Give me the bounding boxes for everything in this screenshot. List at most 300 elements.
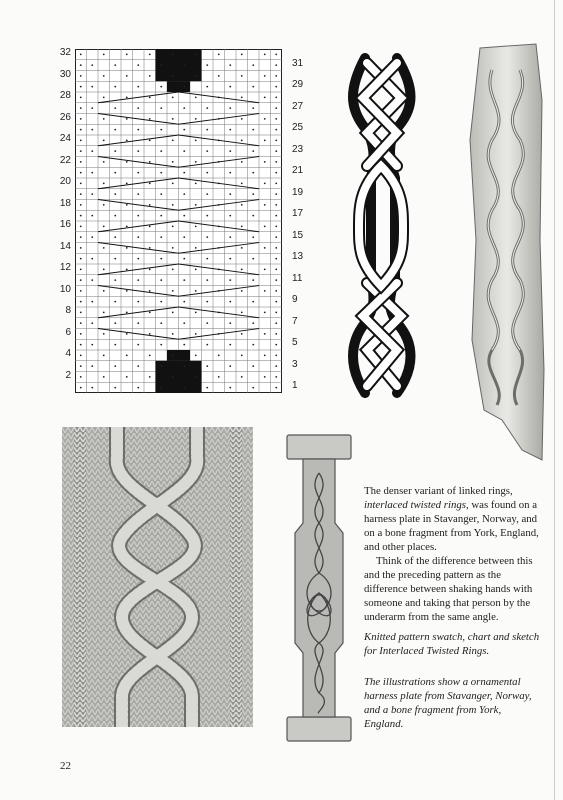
chart-purl-dot <box>114 64 116 66</box>
chart-purl-dot <box>275 64 277 66</box>
chart-purl-dot <box>195 139 197 141</box>
chart-purl-dot <box>195 225 197 227</box>
chart-purl-dot <box>172 354 174 356</box>
chart-row-number: 10 <box>59 283 71 295</box>
chart-purl-dot <box>149 96 151 98</box>
paragraph-1-start: The denser variant of linked rings, <box>364 485 513 497</box>
chart-purl-dot <box>160 344 162 346</box>
chart-purl-dot <box>103 96 105 98</box>
chart-purl-dot <box>241 53 243 55</box>
chart-purl-dot <box>264 376 266 378</box>
body-text <box>364 484 542 624</box>
chart-purl-dot <box>80 279 82 281</box>
chart-purl-dot <box>80 215 82 217</box>
chart-purl-dot <box>275 182 277 184</box>
chart-purl-dot <box>80 333 82 335</box>
chart-purl-dot <box>160 279 162 281</box>
chart-purl-dot <box>126 333 128 335</box>
chart-purl-dot <box>160 365 162 367</box>
chart-purl-dot <box>160 150 162 152</box>
chart-purl-dot <box>91 236 93 238</box>
chart-purl-dot <box>137 301 139 303</box>
chart-purl-dot <box>241 139 243 141</box>
chart-purl-dot <box>80 107 82 109</box>
chart-purl-dot <box>137 107 139 109</box>
chart-purl-dot <box>137 129 139 131</box>
chart-purl-dot <box>80 247 82 249</box>
chart-purl-dot <box>114 193 116 195</box>
chart-purl-dot <box>229 322 231 324</box>
bone-fragment-sketch <box>462 40 550 466</box>
chart-purl-dot <box>252 279 254 281</box>
chart-purl-dot <box>275 365 277 367</box>
chart-purl-dot <box>172 118 174 120</box>
chart-purl-dot <box>275 215 277 217</box>
swatch-rib-left <box>74 427 86 727</box>
chart-purl-dot <box>80 365 82 367</box>
chart-purl-dot <box>183 258 185 260</box>
chart-purl-dot <box>275 53 277 55</box>
chart-row-number: 20 <box>59 176 71 187</box>
chart-purl-dot <box>149 333 151 335</box>
chart-purl-dot <box>241 354 243 356</box>
chart-purl-dot <box>252 258 254 260</box>
chart-purl-dot <box>80 150 82 152</box>
chart-purl-dot <box>114 365 116 367</box>
chart-purl-dot <box>149 311 151 313</box>
chart-purl-dot <box>195 96 197 98</box>
chart-purl-dot <box>183 129 185 131</box>
chart-row-number: 3 <box>292 358 298 370</box>
chart-purl-dot <box>91 107 93 109</box>
chart-purl-dot <box>114 387 116 389</box>
chart-purl-dot <box>275 258 277 260</box>
plate-top-cap <box>287 435 351 459</box>
knitting-chart <box>75 49 282 393</box>
chart-purl-dot <box>183 150 185 152</box>
chart-purl-dot <box>160 387 162 389</box>
chart-purl-dot <box>126 354 128 356</box>
chart-purl-dot <box>218 75 220 77</box>
chart-purl-dot <box>275 311 277 313</box>
chart-purl-dot <box>172 53 174 55</box>
chart-row-number: 2 <box>65 369 71 381</box>
chart-purl-dot <box>241 75 243 77</box>
chart-purl-dot <box>275 107 277 109</box>
chart-purl-dot <box>114 301 116 303</box>
chart-purl-dot <box>275 118 277 120</box>
chart-row-number: 8 <box>65 305 71 316</box>
chart-purl-dot <box>172 333 174 335</box>
chart-purl-dot <box>206 215 208 217</box>
chart-purl-dot <box>137 322 139 324</box>
page-number: 22 <box>60 760 71 772</box>
chart-purl-dot <box>206 279 208 281</box>
chart-purl-dot <box>195 118 197 120</box>
chart-purl-dot <box>183 387 185 389</box>
chart-purl-dot <box>137 344 139 346</box>
chart-purl-dot <box>149 354 151 356</box>
chart-purl-dot <box>126 182 128 184</box>
chart-purl-dot <box>91 86 93 88</box>
chart-purl-dot <box>264 268 266 270</box>
chart-purl-dot <box>229 236 231 238</box>
chart-purl-dot <box>206 301 208 303</box>
chart-purl-dot <box>206 86 208 88</box>
paragraph-2: Think of the difference between this and the preceding pattern as the difference between shaking hands with someone and taking that person by the underarm from the same angle. <box>364 555 533 623</box>
chart-purl-dot <box>229 64 231 66</box>
chart-purl-dot <box>103 161 105 163</box>
chart-purl-dot <box>103 118 105 120</box>
chart-purl-dot <box>80 182 82 184</box>
chart-purl-dot <box>80 118 82 120</box>
chart-purl-dot <box>103 204 105 206</box>
chart-purl-dot <box>160 172 162 174</box>
chart-purl-dot <box>252 193 254 195</box>
chart-purl-dot <box>275 96 277 98</box>
chart-purl-dot <box>183 365 185 367</box>
chart-purl-dot <box>206 150 208 152</box>
chart-purl-dot <box>252 344 254 346</box>
chart-block-bottom <box>156 361 202 393</box>
chart-row-number: 13 <box>292 251 304 263</box>
chart-purl-dot <box>252 64 254 66</box>
chart-purl-dot <box>172 376 174 378</box>
chart-row-number: 21 <box>292 165 304 177</box>
chart-purl-dot <box>91 344 93 346</box>
chart-purl-dot <box>80 86 82 88</box>
chart-purl-dot <box>137 236 139 238</box>
chart-purl-dot <box>264 311 266 313</box>
chart-purl-dot <box>126 376 128 378</box>
chart-purl-dot <box>229 365 231 367</box>
chart-purl-dot <box>195 247 197 249</box>
chart-purl-dot <box>275 322 277 324</box>
chart-purl-dot <box>264 247 266 249</box>
chart-purl-dot <box>275 204 277 206</box>
chart-purl-dot <box>137 193 139 195</box>
chart-purl-dot <box>80 268 82 270</box>
chart-purl-dot <box>275 268 277 270</box>
chart-purl-dot <box>126 53 128 55</box>
knitted-swatch-photo <box>62 427 253 727</box>
chart-purl-dot <box>114 129 116 131</box>
chart-purl-dot <box>195 75 197 77</box>
chart-purl-dot <box>241 247 243 249</box>
chart-row-number: 30 <box>59 68 71 80</box>
chart-purl-dot <box>149 290 151 292</box>
chart-purl-dot <box>149 118 151 120</box>
chart-purl-dot <box>218 376 220 378</box>
chart-purl-dot <box>91 64 93 66</box>
chart-purl-dot <box>114 215 116 217</box>
chart-purl-dot <box>264 53 266 55</box>
chart-purl-dot <box>91 258 93 260</box>
chart-purl-dot <box>91 193 93 195</box>
chart-purl-dot <box>80 204 82 206</box>
chart-purl-dot <box>264 139 266 141</box>
chart-purl-dot <box>241 376 243 378</box>
chart-row-number: 9 <box>292 294 298 306</box>
chart-purl-dot <box>126 247 128 249</box>
chart-purl-dot <box>264 161 266 163</box>
chart-purl-dot <box>103 354 105 356</box>
chart-purl-dot <box>149 268 151 270</box>
chart-purl-dot <box>126 118 128 120</box>
chart-purl-dot <box>275 247 277 249</box>
chart-purl-dot <box>229 129 231 131</box>
chart-purl-dot <box>80 311 82 313</box>
chart-purl-dot <box>275 139 277 141</box>
chart-purl-dot <box>172 182 174 184</box>
chart-purl-dot <box>206 344 208 346</box>
chart-purl-dot <box>229 258 231 260</box>
chart-purl-dot <box>80 344 82 346</box>
chart-purl-dot <box>80 290 82 292</box>
chart-purl-dot <box>183 236 185 238</box>
interlaced-rings-illustration <box>345 48 421 398</box>
chart-block-top <box>167 81 190 92</box>
chart-purl-dot <box>183 193 185 195</box>
chart-purl-dot <box>183 172 185 174</box>
chart-purl-dot <box>195 268 197 270</box>
chart-purl-dot <box>229 344 231 346</box>
chart-purl-dot <box>183 64 185 66</box>
chart-purl-dot <box>149 161 151 163</box>
chart-purl-dot <box>172 247 174 249</box>
chart-purl-dot <box>275 376 277 378</box>
chart-purl-dot <box>172 311 174 313</box>
chart-purl-dot <box>160 193 162 195</box>
chart-purl-dot <box>137 86 139 88</box>
page-edge <box>554 0 555 800</box>
chart-row-number: 27 <box>292 100 304 112</box>
chart-purl-dot <box>103 139 105 141</box>
chart-purl-dot <box>195 354 197 356</box>
chart-purl-dot <box>252 236 254 238</box>
chart-purl-dot <box>91 365 93 367</box>
chart-purl-dot <box>172 225 174 227</box>
chart-purl-dot <box>195 204 197 206</box>
chart-purl-dot <box>80 139 82 141</box>
chart-purl-dot <box>80 172 82 174</box>
chart-purl-dot <box>172 161 174 163</box>
chart-purl-dot <box>275 129 277 131</box>
chart-purl-dot <box>275 86 277 88</box>
chart-purl-dot <box>195 333 197 335</box>
paragraph-1-end: was found on a harness plate in Stavanger, Norway, and on a bone fragment from York, England, and other places. <box>364 499 539 553</box>
chart-purl-dot <box>149 247 151 249</box>
chart-purl-dot <box>275 150 277 152</box>
chart-purl-dot <box>91 172 93 174</box>
chart-purl-dot <box>137 387 139 389</box>
chart-purl-dot <box>126 161 128 163</box>
paragraph-1 <box>364 484 542 554</box>
chart-purl-dot <box>126 96 128 98</box>
chart-purl-dot <box>241 161 243 163</box>
chart-purl-dot <box>252 365 254 367</box>
chart-row-number: 1 <box>292 380 298 392</box>
chart-purl-dot <box>149 75 151 77</box>
chart-row-number: 32 <box>59 47 71 58</box>
chart-purl-dot <box>229 215 231 217</box>
chart-row-number: 6 <box>65 326 71 338</box>
chart-block-bottom <box>167 350 190 361</box>
chart-purl-dot <box>264 96 266 98</box>
chart-purl-dot <box>160 86 162 88</box>
chart-purl-dot <box>149 225 151 227</box>
chart-purl-dot <box>206 172 208 174</box>
chart-purl-dot <box>229 279 231 281</box>
chart-purl-dot <box>114 172 116 174</box>
chart-purl-dot <box>126 139 128 141</box>
chart-purl-dot <box>252 215 254 217</box>
chart-purl-dot <box>103 290 105 292</box>
chart-purl-dot <box>241 182 243 184</box>
chart-purl-dot <box>149 53 151 55</box>
chart-purl-dot <box>103 333 105 335</box>
chart-purl-dot <box>252 172 254 174</box>
chart-purl-dot <box>275 290 277 292</box>
chart-block-top <box>156 49 202 81</box>
chart-purl-dot <box>172 204 174 206</box>
chart-purl-dot <box>264 118 266 120</box>
chart-row-number: 18 <box>59 197 71 209</box>
chart-purl-dot <box>80 96 82 98</box>
chart-purl-dot <box>206 387 208 389</box>
chart-purl-dot <box>160 64 162 66</box>
chart-purl-dot <box>172 268 174 270</box>
chart-purl-dot <box>275 387 277 389</box>
chart-purl-dot <box>229 150 231 152</box>
chart-purl-dot <box>241 290 243 292</box>
chart-purl-dot <box>149 182 151 184</box>
chart-purl-dot <box>103 376 105 378</box>
chart-purl-dot <box>183 344 185 346</box>
chart-purl-dot <box>91 279 93 281</box>
chart-row-number: 19 <box>292 186 304 198</box>
chart-purl-dot <box>149 376 151 378</box>
chart-purl-dot <box>206 365 208 367</box>
chart-purl-dot <box>80 376 82 378</box>
chart-purl-dot <box>160 301 162 303</box>
chart-purl-dot <box>229 193 231 195</box>
caption-illustrations: The illustrations show a ornamental harness plate from Stavanger, Norway, and a bone fragment from York, England. <box>364 676 532 730</box>
chart-purl-dot <box>172 290 174 292</box>
chart-purl-dot <box>264 354 266 356</box>
chart-purl-dot <box>252 322 254 324</box>
chart-purl-dot <box>264 75 266 77</box>
chart-purl-dot <box>195 376 197 378</box>
chart-purl-dot <box>252 150 254 152</box>
chart-purl-dot <box>137 172 139 174</box>
chart-purl-dot <box>229 86 231 88</box>
chart-purl-dot <box>126 75 128 77</box>
chart-purl-dot <box>137 64 139 66</box>
chart-purl-dot <box>137 365 139 367</box>
chart-purl-dot <box>160 322 162 324</box>
chart-purl-dot <box>275 172 277 174</box>
chart-row-number: 16 <box>59 219 71 230</box>
chart-purl-dot <box>275 301 277 303</box>
chart-row-number: 11 <box>292 272 303 284</box>
chart-purl-dot <box>183 107 185 109</box>
chart-purl-dot <box>183 322 185 324</box>
chart-purl-dot <box>229 172 231 174</box>
swatch-rib-right <box>230 427 242 727</box>
chart-purl-dot <box>241 311 243 313</box>
chart-purl-dot <box>80 193 82 195</box>
chart-purl-dot <box>172 96 174 98</box>
chart-purl-dot <box>218 354 220 356</box>
chart-purl-dot <box>91 129 93 131</box>
chart-purl-dot <box>275 161 277 163</box>
chart-purl-dot <box>183 215 185 217</box>
chart-purl-dot <box>275 236 277 238</box>
chart-purl-dot <box>80 53 82 55</box>
chart-row-number: 31 <box>292 57 304 69</box>
chart-purl-dot <box>275 344 277 346</box>
chart-purl-dot <box>103 311 105 313</box>
chart-purl-dot <box>252 86 254 88</box>
chart-purl-dot <box>114 107 116 109</box>
chart-row-number: 26 <box>59 111 71 123</box>
chart-purl-dot <box>103 182 105 184</box>
chart-purl-dot <box>241 333 243 335</box>
chart-purl-dot <box>91 322 93 324</box>
chart-row-number: 15 <box>292 229 304 241</box>
chart-purl-dot <box>206 64 208 66</box>
chart-purl-dot <box>183 86 185 88</box>
chart-purl-dot <box>252 387 254 389</box>
chart-purl-dot <box>206 236 208 238</box>
chart-purl-dot <box>275 354 277 356</box>
chart-purl-dot <box>80 161 82 163</box>
chart-purl-dot <box>229 301 231 303</box>
chart-purl-dot <box>80 75 82 77</box>
chart-purl-dot <box>275 279 277 281</box>
chart-purl-dot <box>126 204 128 206</box>
chart-purl-dot <box>172 75 174 77</box>
chart-purl-dot <box>206 322 208 324</box>
chart-purl-dot <box>103 247 105 249</box>
chart-purl-dot <box>80 387 82 389</box>
chart-purl-dot <box>80 354 82 356</box>
chart-purl-dot <box>264 182 266 184</box>
chart-purl-dot <box>252 129 254 131</box>
chart-purl-dot <box>160 258 162 260</box>
chart-purl-dot <box>275 193 277 195</box>
caption-swatch: Knitted pattern swatch, chart and sketch for Interlaced Twisted Rings. <box>364 631 540 657</box>
chart-row-number: 5 <box>292 337 298 349</box>
chart-purl-dot <box>91 387 93 389</box>
chart-row-number: 7 <box>292 315 298 327</box>
chart-purl-dot <box>114 86 116 88</box>
chart-row-number: 14 <box>59 240 71 252</box>
chart-purl-dot <box>80 258 82 260</box>
chart-purl-dot <box>241 268 243 270</box>
chart-purl-dot <box>114 258 116 260</box>
chart-purl-dot <box>160 107 162 109</box>
chart-purl-dot <box>264 204 266 206</box>
chart-purl-dot <box>149 204 151 206</box>
chart-purl-dot <box>114 322 116 324</box>
chart-purl-dot <box>195 161 197 163</box>
chart-purl-dot <box>183 279 185 281</box>
chart-purl-dot <box>80 236 82 238</box>
chart-purl-dot <box>172 139 174 141</box>
chart-purl-dot <box>195 290 197 292</box>
